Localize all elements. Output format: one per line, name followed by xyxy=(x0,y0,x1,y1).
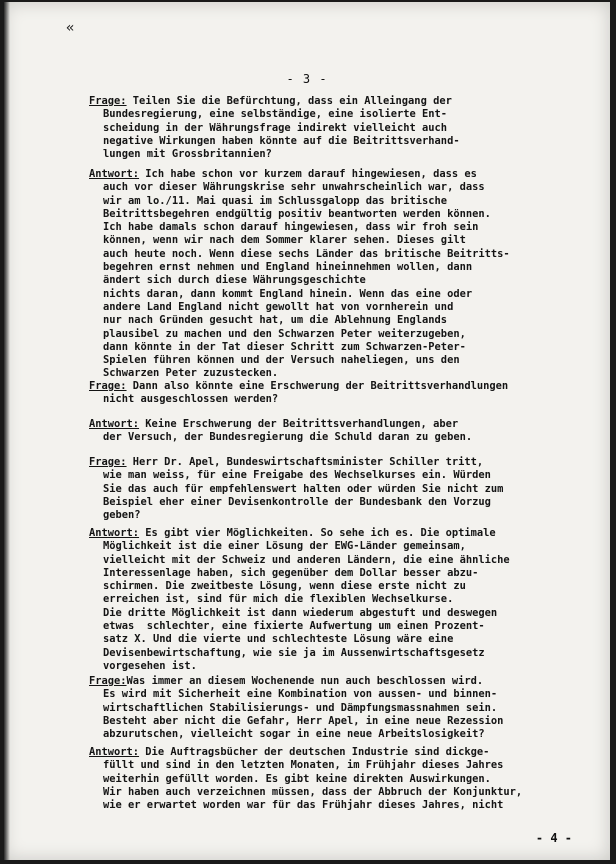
text-line: geben? xyxy=(103,509,141,522)
document-page xyxy=(4,2,610,860)
text-line: Schwarzen Peter zuzustecken. xyxy=(103,367,279,380)
answer-block xyxy=(89,746,589,812)
question-block xyxy=(89,95,589,161)
answer-label: Antwort: xyxy=(89,527,140,539)
text-line: wir am lo./11. Mai quasi im Schlussgalopp das britische xyxy=(103,194,448,207)
answer-block xyxy=(89,418,589,445)
text-line: Es wird mit Sicherheit eine Kombination von aussen- und binnen- xyxy=(103,688,498,701)
text-line: scheidung in der Währungsfrage indirekt vielleicht auch xyxy=(103,121,448,134)
answer-label: Antwort: xyxy=(89,746,140,758)
text-line: Beispiel eher einer Devisenkontrolle der Bundesbank den Vorzug xyxy=(103,495,491,508)
text-line: können, wenn wir nach dem Sommer klarer sehen. Dieses gilt xyxy=(103,234,466,247)
answer-label: Antwort: xyxy=(89,418,140,430)
text-line: Beitrittsbegehren endgültig positiv beantworten werden können. xyxy=(103,207,491,220)
text-line: Dann also könnte eine Erschwerung der Beitrittsverhandlungen xyxy=(126,380,509,392)
text-line: Ich habe schon vor kurzem darauf hingewiesen, dass es xyxy=(139,168,477,180)
text-line: Die dritte Möglichkeit ist dann wiederum abgestuft und deswegen xyxy=(103,606,498,619)
text-line: der Versuch, der Bundesregierung die Schuld daran zu geben. xyxy=(103,431,473,444)
text-line: nicht ausgeschlossen werden? xyxy=(103,393,279,406)
text-line: plausibel zu machen und den Schwarzen Peter weiterzugeben, xyxy=(103,327,466,340)
text-line: Herr Dr. Apel, Bundeswirtschaftsminister Schiller tritt, xyxy=(126,456,484,468)
text-line: andere Land England nicht gewollt hat von vornherein und xyxy=(103,300,454,313)
question-label: Frage: xyxy=(89,675,127,687)
question-block xyxy=(89,380,589,407)
text-line: Die Auftragsbücher der deutschen Industrie sind dickge- xyxy=(139,746,490,758)
text-line: lungen mit Grossbritannien? xyxy=(103,148,272,161)
answer-label: Antwort: xyxy=(89,168,140,180)
question-block xyxy=(89,675,589,741)
text-line: füllt und sind in den letzten Monaten, im Frühjahr dieses Jahres xyxy=(103,759,504,772)
answer-block xyxy=(89,527,589,673)
text-line: auch heute noch. Wenn diese sechs Länder das britische Beitritts- xyxy=(103,247,510,260)
text-line: weiterhin gefüllt worden. Es gibt keine direkten Auswirkungen. xyxy=(103,772,491,785)
margin-mark: « xyxy=(66,20,75,36)
text-line: nur nach Gründen gesucht hat, um die Ablehnung Englands xyxy=(103,314,448,327)
next-page-marker: - 4 - xyxy=(535,831,572,845)
text-line: nichts daran, dann kommt England hinein. Wenn das eine oder xyxy=(103,287,473,300)
text-line: Möglichkeit ist die einer Lösung der EWG-Länder gemeinsam, xyxy=(103,540,466,553)
text-line: etwas schlechter, eine fixierte Aufwertung um einen Prozent- xyxy=(103,620,485,633)
text-line: begehren ernst nehmen und England hineinnehmen wollen, dann xyxy=(103,261,473,274)
text-line: satz X. Und die vierte und schlechteste Lösung wäre eine xyxy=(103,633,454,646)
text-line: vorgesehen ist. xyxy=(103,659,197,672)
text-line: erreichen ist, sind für mich die flexiblen Wechselkurse. xyxy=(103,593,454,606)
text-line: abzurutschen, vielleicht sogar in eine neue Arbeitslosigkeit? xyxy=(103,728,485,741)
text-line: Besteht aber nicht die Gefahr, Herr Apel, in eine neue Rezession xyxy=(103,714,504,727)
text-line: Spielen führen können und der Versuch naheliegen, uns den xyxy=(103,354,460,367)
text-line: Interessenlage haben, sich gegenüber dem Dollar besser abzu- xyxy=(103,566,479,579)
text-line: negative Wirkungen haben könnte auf die Beitrittsverhand- xyxy=(103,134,460,147)
text-line: schirmen. Die zweitbeste Lösung, wenn diese erste nicht zu xyxy=(103,580,466,593)
question-label: Frage: xyxy=(89,95,127,107)
text-line: Es gibt vier Möglichkeiten. So sehe ich es. Die optimale xyxy=(139,527,496,539)
text-line: Bundesregierung, eine selbständige, eine isolierte Ent- xyxy=(103,108,448,121)
question-label: Frage: xyxy=(89,456,127,468)
text-line: ändert sich durch diese Währungsgeschichte xyxy=(103,274,366,287)
text-line: Wir haben auch verzeichnen müssen, dass der Abbruch der Konjunktur, xyxy=(103,785,523,798)
text-line: vielleicht mit der Schweiz und anderen Ländern, die eine ähnliche xyxy=(103,553,510,566)
text-line: Keine Erschwerung der Beitrittsverhandlungen, aber xyxy=(139,418,459,430)
question-block xyxy=(89,456,589,522)
text-line: Was immer an diesem Wochenende nun auch beschlossen wird. xyxy=(126,675,484,687)
text-line: Devisenbewirtschaftung, wie sie ja im Aussenwirtschaftsgesetz xyxy=(103,646,485,659)
text-line: wie man weiss, für eine Freigabe des Wechselkurses ein. Würden xyxy=(103,469,491,482)
question-label: Frage: xyxy=(89,380,127,392)
text-line: dann könnte in der Tat dieser Schritt zum Schwarzen-Peter- xyxy=(103,340,466,353)
text-line: auch vor dieser Währungskrise sehr unwahrscheinlich war, dass xyxy=(103,181,485,194)
text-line: wie er erwartet worden war für das Frühjahr dieses Jahres, nicht xyxy=(103,799,504,812)
answer-block xyxy=(89,168,589,381)
text-line: Ich habe damals schon darauf hingewiesen, dass wir froh sein xyxy=(103,221,479,234)
page-number: - 3 - xyxy=(286,72,328,86)
text-line: wirtschaftlichen Stabilisierungs- und Dämpfungsmassnahmen sein. xyxy=(103,701,498,714)
text-line: Sie das auch für empfehlenswert halten oder würden Sie nicht zum xyxy=(103,482,504,495)
text-line: Teilen Sie die Befürchtung, dass ein Alleingang der xyxy=(126,95,452,107)
